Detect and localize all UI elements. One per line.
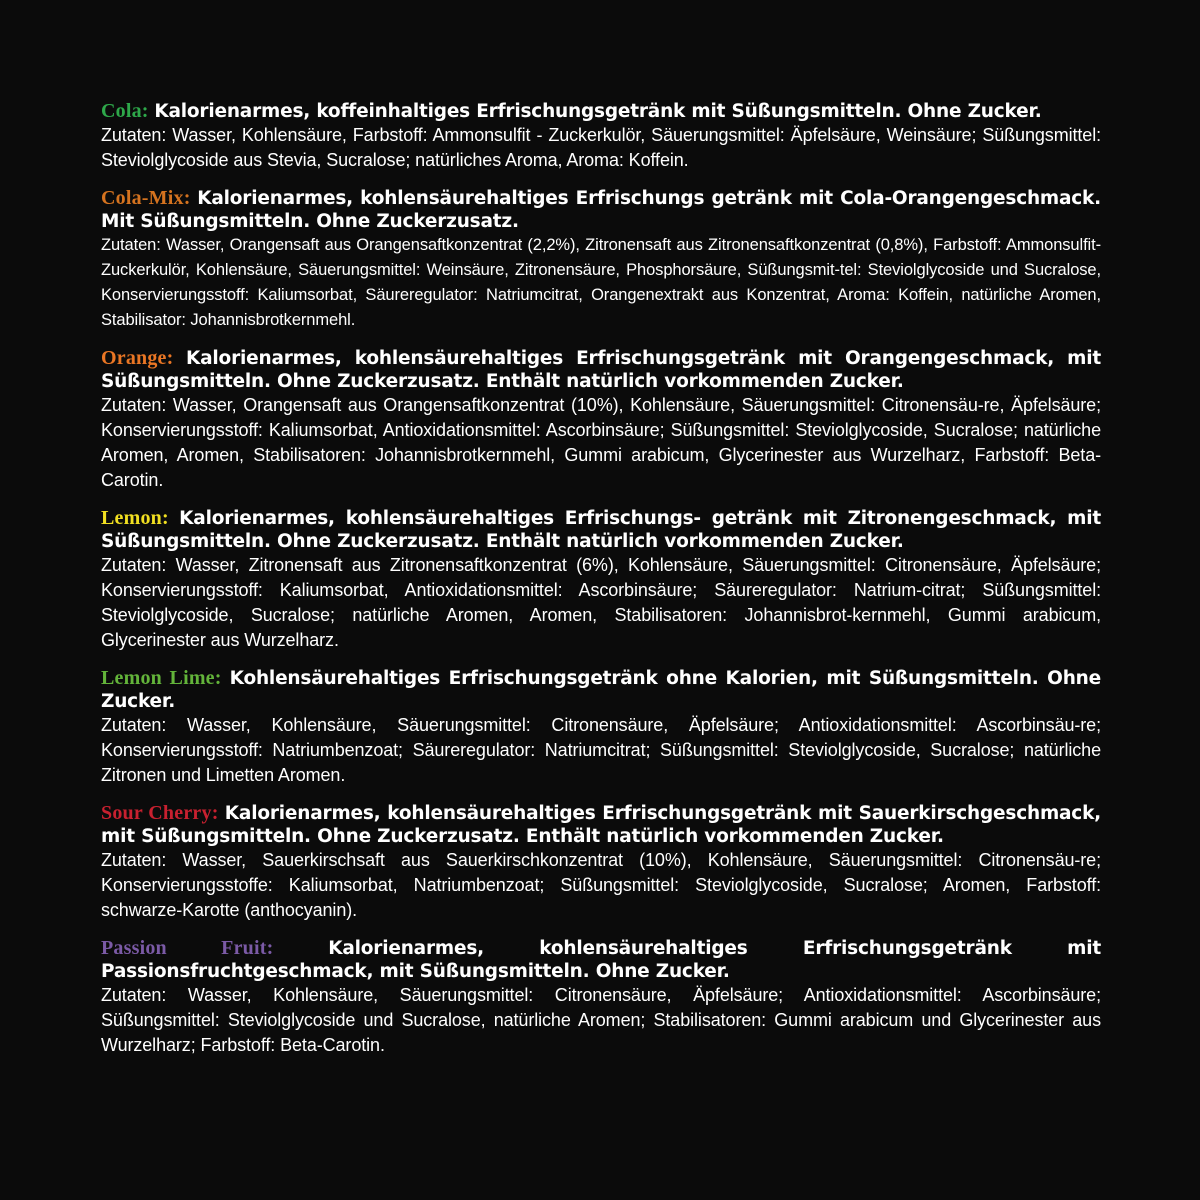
flavor-name-lemon-lime: Lemon Lime: xyxy=(101,667,222,689)
product-headline xyxy=(101,937,1101,983)
product-headline xyxy=(101,347,1101,393)
ingredients-list: Zutaten: Wasser, Kohlensäure, Säuerungsmittel: Citronensäure, Äpfelsäure; Antioxidationsmittel: Ascorbinsäu-re; Konservierungsstoff: Natriumbenzoat; Säureregulator: Natriumcitrat; Süßungsmittel: Steviolglycoside, Sucralose; natürliche Zitronen und Limetten Aromen. xyxy=(101,715,1101,785)
ingredients-label-sheet xyxy=(101,100,1101,1072)
flavor-name-cola: Cola: xyxy=(101,100,149,122)
ingredients-list: Zutaten: Wasser, Orangensaft aus Orangensaftkonzentrat (10%), Kohlensäure, Säuerungsmittel: Citronensäu-re, Äpfelsäure; Konservierungsstoff: Kaliumsorbat, Antioxidationsmittel: Ascorbinsäure; Süßungsmittel: Steviolglycoside, Sucralose; natürliche Aromen, Aromen, Stabilisatoren: Johannisbrotkernmehl, Gummi arabicum, Glycerinester aus Wurzelharz, Farbstoff: Beta-Carotin. xyxy=(101,395,1101,490)
flavor-name-cola-mix: Cola-Mix: xyxy=(101,187,191,209)
ingredients-list: Zutaten: Wasser, Kohlensäure, Farbstoff: Ammonsulfit - Zuckerkulör, Säuerungsmittel: Äpfelsäure, Weinsäure; Süßungsmittel: Steviolglycoside aus Stevia, Sucralose; natürliches Aroma, Aroma: Koffein. xyxy=(101,125,1101,170)
product-headline xyxy=(101,802,1101,848)
product-entry-lemon-lime xyxy=(101,667,1101,788)
product-headline xyxy=(101,187,1101,233)
ingredients-list: Zutaten: Wasser, Kohlensäure, Säuerungsmittel: Citronensäure, Äpfelsäure; Antioxidationsmittel: Ascorbinsäure; Süßungsmittel: Steviolglycoside und Sucralose, natürliche Aromen; Stabilisatoren: Gummi arabicum und Glycerinester aus Wurzelharz; Farbstoff: Beta-Carotin. xyxy=(101,985,1101,1055)
product-headline xyxy=(101,667,1101,713)
product-headline xyxy=(101,507,1101,553)
product-headline xyxy=(101,100,1101,123)
flavor-name-lemon: Lemon: xyxy=(101,507,169,529)
product-description: Kalorienarmes, kohlensäurehaltiges Erfrischungsgetränk mit Orangengeschmack, mit Süßungsmitteln. Ohne Zuckerzusatz. Enthält natürlich vorkommenden Zucker. xyxy=(101,348,1101,392)
product-description: Kalorienarmes, kohlensäurehaltiges Erfrischungsgetränk mit Sauerkirschgeschmack, mit Süßungsmitteln. Ohne Zuckerzusatz. Enthält natürlich vorkommenden Zucker. xyxy=(101,803,1102,847)
ingredients-list: Zutaten: Wasser, Orangensaft aus Orangensaftkonzentrat (2,2%), Zitronensaft aus Zitronensaftkonzentrat (0,8%), Farbstoff: Ammonsulfit-Zuckerkulör, Kohlensäure, Säuerungsmittel: Weinsäure, Zitronensäure, Phosphorsäure, Süßungsmit-tel: Steviolglycoside und Sucralose, Konservierungsstoff: Kaliumsorbat, Säureregulator: Natriumcitrat, Orangenextrakt aus Konzentrat, Aroma: Koffein, natürliche Aromen, Stabilisator: Johannisbrotkernmehl. xyxy=(101,236,1101,329)
ingredients-list: Zutaten: Wasser, Sauerkirschsaft aus Sauerkirschkonzentrat (10%), Kohlensäure, Säuerungsmittel: Citronensäu-re; Konservierungsstoffe: Kaliumsorbat, Natriumbenzoat; Süßungsmittel: Steviolglycoside, Sucralose; Aromen, Farbstoff: schwarze-Karotte (anthocyanin). xyxy=(101,850,1101,920)
product-description: Kalorienarmes, koffeinhaltiges Erfrischungsgetränk mit Süßungsmitteln. Ohne Zucker. xyxy=(154,101,1042,122)
product-entry-sour-cherry xyxy=(101,802,1101,923)
product-entry-passion-fruit xyxy=(101,937,1101,1058)
product-entry-lemon xyxy=(101,507,1101,653)
product-description: Kalorienarmes, kohlensäurehaltiges Erfrischungs getränk mit Cola-Orangengeschmack. Mit Süßungsmitteln. Ohne Zuckerzusatz. xyxy=(101,188,1101,232)
ingredients-list: Zutaten: Wasser, Zitronensaft aus Zitronensaftkonzentrat (6%), Kohlensäure, Säuerungsmittel: Citronensäure, Äpfelsäure; Konservierungsstoff: Kaliumsorbat, Antioxidationsmittel: Ascorbinsäure; Säureregulator: Natrium-citrat; Süßungsmittel: Steviolglycoside, Sucralose; natürliche Aromen, Aromen, Stabilisatoren: Johannisbrot-kernmehl, Gummi arabicum, Glycerinester aus Wurzelharz. xyxy=(101,555,1101,650)
flavor-name-sour-cherry: Sour Cherry: xyxy=(101,802,219,824)
product-description: Kalorienarmes, kohlensäurehaltiges Erfrischungsgetränk mit Passionsfruchtgeschmack, mit Süßungsmitteln. Ohne Zucker. xyxy=(101,938,1101,982)
product-description: Kalorienarmes, kohlensäurehaltiges Erfrischungs- getränk mit Zitronengeschmack, mit Süßungsmitteln. Ohne Zuckerzusatz. Enthält natürlich vorkommenden Zucker. xyxy=(101,508,1101,552)
product-description: Kohlensäurehaltiges Erfrischungsgetränk ohne Kalorien, mit Süßungsmitteln. Ohne Zucker. xyxy=(101,668,1101,712)
product-entry-cola xyxy=(101,100,1101,173)
product-entry-cola-mix xyxy=(101,187,1101,333)
product-entry-orange xyxy=(101,347,1101,493)
flavor-name-orange: Orange: xyxy=(101,347,174,369)
flavor-name-passion-fruit: Passion Fruit: xyxy=(101,937,274,959)
